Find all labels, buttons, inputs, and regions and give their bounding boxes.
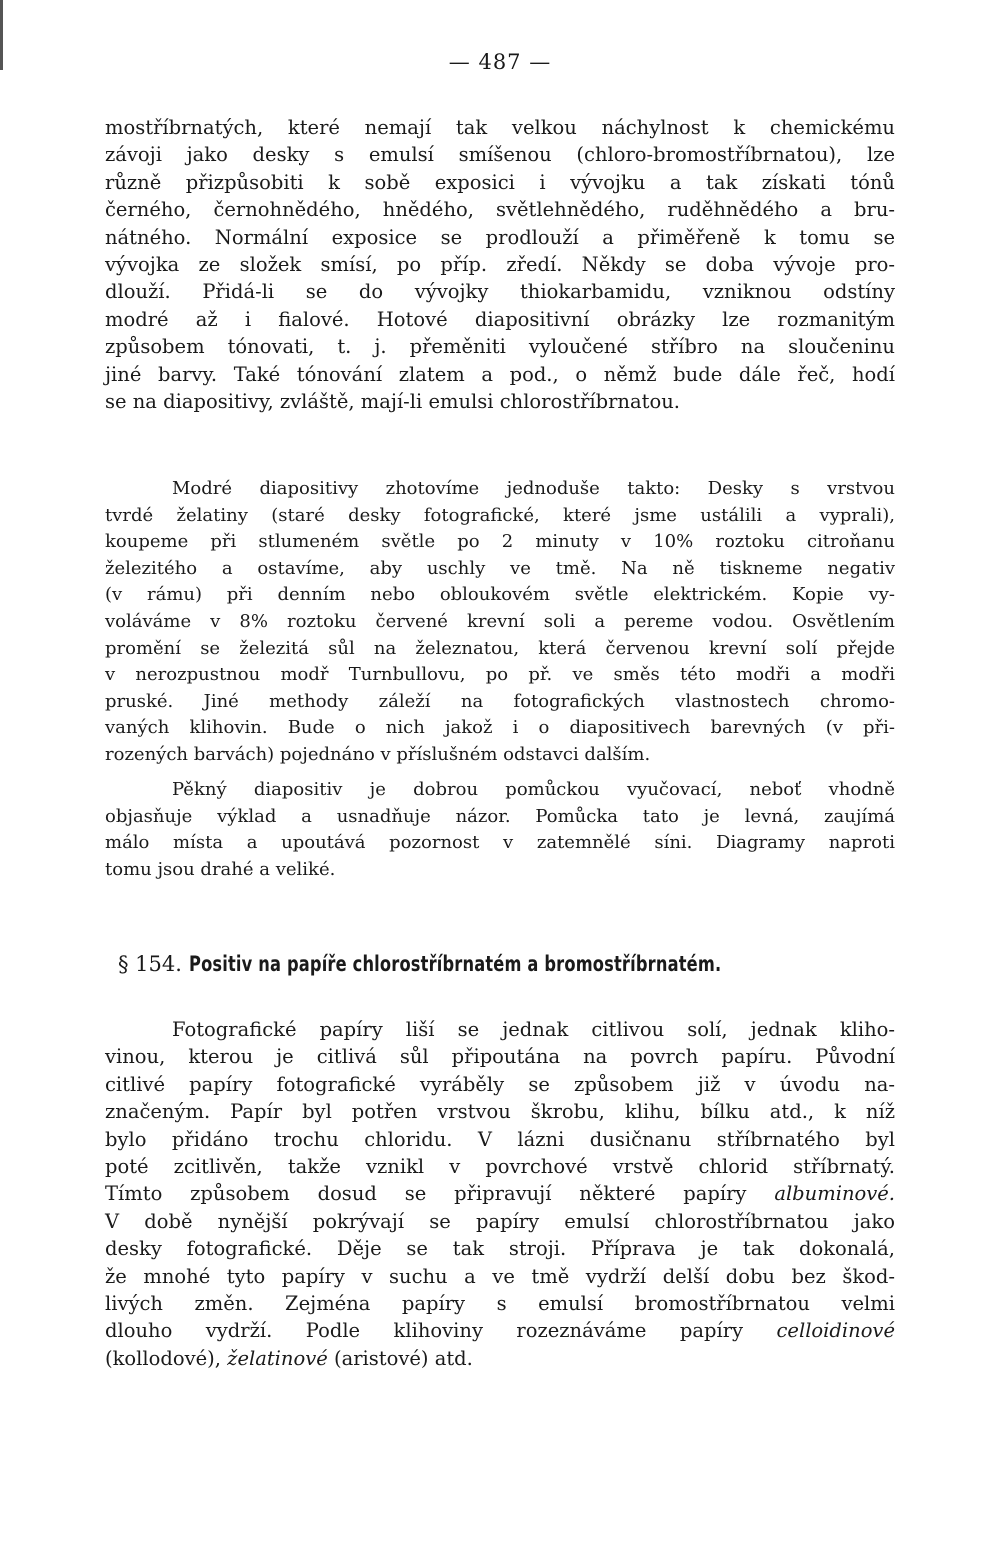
paragraph-line-with-italic: [105, 1180, 895, 1207]
paragraph-line: poté zcitlivěn, takže vznikl v povrchové vrstvě chlorid stříbrnatý.: [105, 1155, 895, 1179]
paragraph-line: voláváme v 8% roztoku červené krevní soli a pereme vodou. Osvětlením: [105, 610, 895, 632]
paragraph-line: desky fotografické. Děje se tak stroji. Příprava je tak dokonalá,: [105, 1237, 895, 1261]
paragraph-line: promění se železitá sůl na železnatou, která červenou krevní solí přejde: [105, 637, 895, 659]
paragraph-photographic-papers: [105, 1016, 895, 1372]
paragraph-line: v nerozpustnou modř Turnbullovu, po př. ve směs této modři a modři: [105, 664, 895, 686]
section-number: § 154.: [118, 952, 182, 976]
section-heading: [118, 952, 898, 976]
line-text: dlouho vydrží. Podle klihoviny rozeznáváme papíry: [105, 1319, 744, 1343]
paragraph-line: černého, černohnědého, hnědého, světlehnědého, ruděhnědého a bru-: [105, 198, 895, 222]
paragraph-line: se na diapositivy, zvláště, mají-li emulsi chlorostříbrnatou.: [105, 390, 680, 414]
paragraph-line: tvrdé želatiny (staré desky fotografické, které jsme ustálili a vyprali),: [105, 504, 895, 526]
paragraph-line: způsobem tónovati, t. j. přeměniti vyloučené stříbro na sloučeninu: [105, 335, 895, 359]
paragraph-line: nátného. Normální exposice se prodlouží a přiměřeně k tomu se: [105, 225, 895, 249]
paragraph-line: jiné barvy. Také tónování zlatem a pod., o němž bude dále řeč, hodí: [105, 362, 895, 386]
paragraph-line: vinou, kterou je citlivá sůl připoutána na povrch papíru. Původní: [105, 1045, 895, 1069]
line-text: (kollodové),: [105, 1346, 221, 1370]
line-text: Tímto způsobem dosud se připravují některé papíry: [105, 1182, 747, 1206]
line-text: (aristové) atd.: [333, 1346, 473, 1370]
paragraph-line: železitého a ostavíme, aby uschly ve tmě. Na ně tiskneme negativ: [105, 557, 895, 579]
paragraph-line: Fotografické papíry liší se jednak citlivou solí, jednak kliho-: [172, 1018, 895, 1041]
paragraph-line: objasňuje výklad a usnadňuje názor. Pomůcka tato je levná, zaujímá: [105, 805, 895, 827]
paragraph-line: Pěkný diapositiv je dobrou pomůckou vyučovací, neboť vhodně: [172, 779, 895, 800]
paragraph-line-with-italic: [105, 1345, 895, 1372]
section-title: Positiv na papíře chlorostříbrnatém a bromostříbrnatém.: [188, 952, 721, 976]
paragraph-line: Modré diapositivy zhotovíme jednoduše takto: Desky s vrstvou: [172, 478, 895, 499]
paragraph-line: vývojka ze složek smísí, po příp. zředí. Někdy se doba vývoje pro-: [105, 253, 895, 277]
paragraph-line: že mnohé tyto papíry v suchu a ve tmě vydrží delší dobu bez škod-: [105, 1264, 895, 1288]
paragraph-line: bylo přidáno trochu chloridu. V lázni dusičnanu stříbrnatého byl: [105, 1127, 895, 1151]
italic-term: celloidinové: [776, 1319, 895, 1343]
paragraph-line: livých změn. Zejména papíry s emulsí bromostříbrnatou velmi: [105, 1292, 895, 1316]
italic-term: želatinové: [227, 1346, 328, 1370]
paragraph-line: rozených barvách) pojednáno v příslušném odstavci dalším.: [105, 743, 651, 765]
paragraph-line: závoji jako desky s emulsí smíšenou (chloro-bromostříbrnatou), lze: [105, 143, 895, 167]
paragraph-line: pruské. Jiné methody záleží na fotografických vlastnostech chromo-: [105, 690, 895, 712]
paragraph-line: značeným. Papír byl potřen vrstvou škrobu, klihu, bílku atd., k níž: [105, 1100, 895, 1124]
paragraph-line: citlivé papíry fotografické vyráběly se způsobem již v úvodu na-: [105, 1072, 895, 1096]
paragraph-blue-diapositives: [105, 476, 895, 769]
paragraph-line: koupeme při stlumeném světle po 2 minuty v 10% roztoku citroňanu: [105, 531, 895, 553]
paragraph-line-with-italic: [105, 1317, 895, 1344]
paragraph-line: málo místa a upoutává pozornost v zatemnělé síni. Diagramy naproti: [105, 832, 895, 854]
paragraph-line: mostříbrnatých, které nemají tak velkou náchylnost k chemickému: [105, 116, 895, 139]
italic-term: albuminové.: [774, 1182, 895, 1206]
paragraph-teaching-aid: [105, 777, 895, 883]
paragraph-line: tomu jsou drahé a veliké.: [105, 858, 336, 880]
page-number: — 487 —: [448, 50, 552, 74]
paragraph-continuation: [105, 114, 895, 415]
paragraph-line: různě přizpůsobiti k sobě exposici i vývojku a tak získati tónů: [105, 170, 895, 194]
paragraph-line: (v rámu) při denním nebo obloukovém světle elektrickém. Kopie vy-: [105, 584, 895, 606]
paragraph-line: dlouží. Přidá-li se do vývojky thiokarbamidu, vzniknou odstíny: [105, 280, 895, 304]
paragraph-line: V době nynější pokrývají se papíry emulsí chlorostříbrnatou jako: [105, 1209, 895, 1233]
paragraph-line: vaných klihovin. Bude o nich jakož i o diapositivech barevných (v při-: [105, 717, 895, 739]
paragraph-line: modré až i fialové. Hotové diapositivní obrázky lze rozmanitým: [105, 307, 895, 331]
